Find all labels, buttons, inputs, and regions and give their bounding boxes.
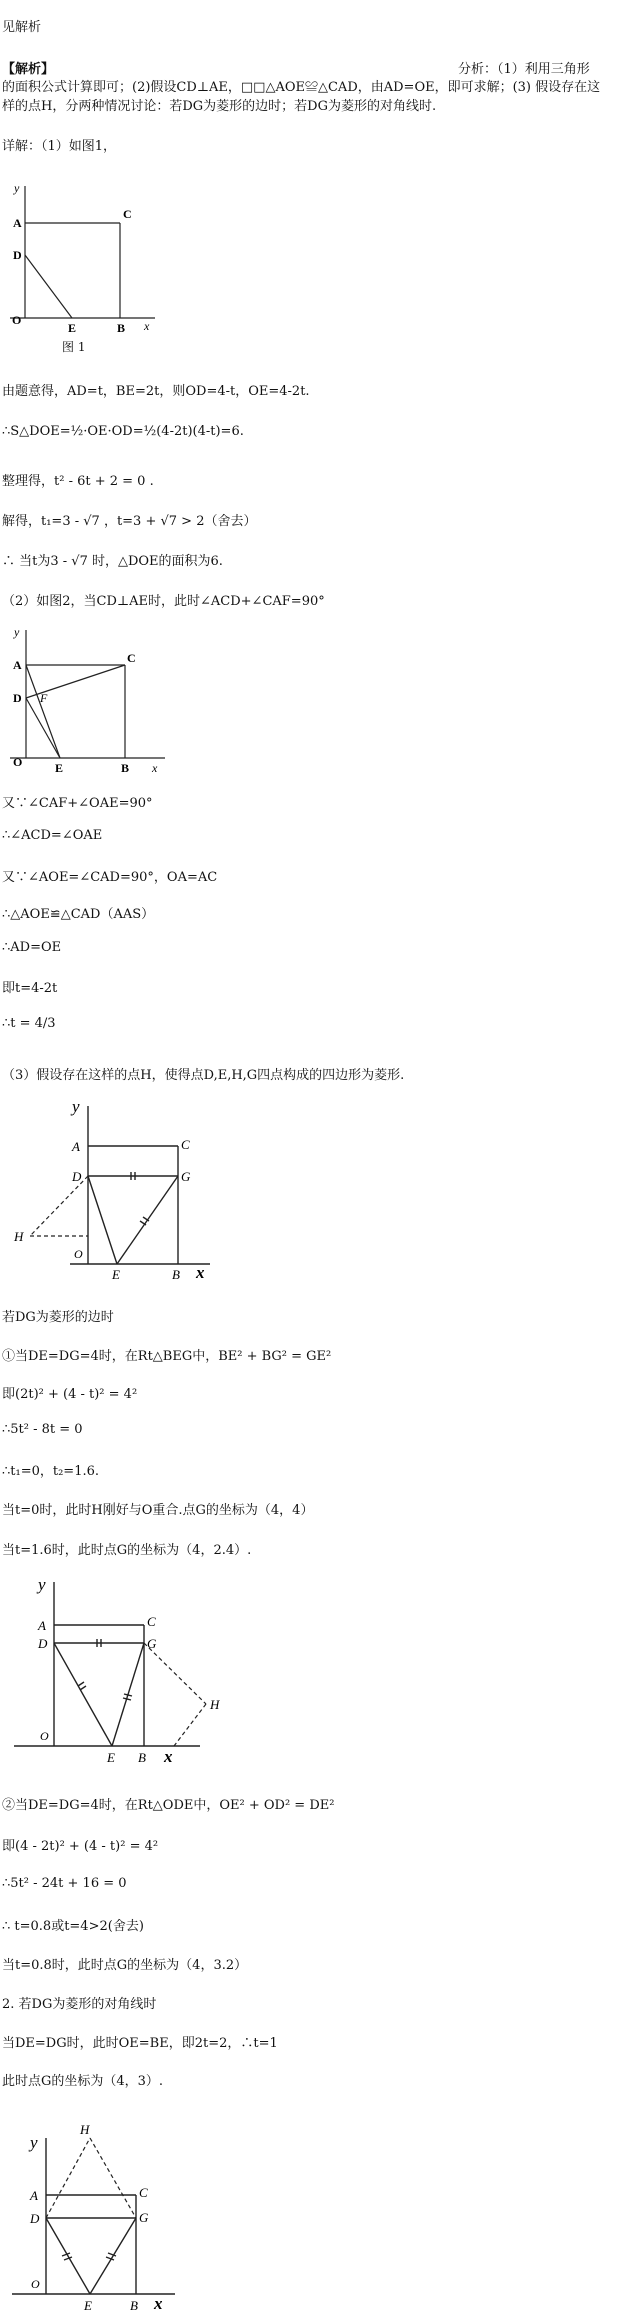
fig4-label: G: [147, 1636, 157, 1651]
fig3-label: H: [14, 1229, 24, 1244]
fig5-label: A: [30, 2188, 38, 2203]
fig4-label: x: [164, 1747, 173, 1766]
part2-line-4: ∴△AOE≌△CAD（AAS）: [2, 907, 155, 922]
analysis-text-2: 的面积公式计算即可；(2)假设CD⊥AE，□□△AOE≌△CAD，由AD=OE，即可求解；(3) 假设存在这: [2, 80, 601, 95]
fig2-label: C: [127, 651, 136, 665]
part1-intro: 详解：（1）如图1，: [2, 139, 117, 154]
case1-title: 若DG为菱形的边时: [2, 1310, 114, 1325]
case3-title: 2. 若DG为菱形的对角线时: [2, 1997, 157, 2012]
answer-title: 见解析: [2, 20, 42, 35]
case2-line-2: 即(4 - 2t)² + (4 - t)² = 4²: [2, 1839, 159, 1854]
fig4-label: A: [38, 1618, 46, 1633]
fig4-label: C: [147, 1614, 156, 1629]
case1-line-5: 当t=0时，此时H刚好与O重合.点G的坐标为（4，4）: [2, 1503, 314, 1518]
fig3-label: C: [181, 1137, 190, 1152]
fig4-dashed-hx: [174, 1704, 206, 1746]
part1-line-2: ∴S△DOE=½·OE·OD=½(4-2t)(4-t)=6.: [2, 424, 244, 439]
tick-mark: [80, 1686, 86, 1690]
fig2-segment-de: [26, 698, 60, 758]
fig2-label: D: [13, 691, 22, 705]
part2-line-2: ∴∠ACD=∠OAE: [2, 828, 103, 843]
fig3-label: y: [72, 1097, 80, 1116]
fig3-dashed-dh: [30, 1176, 88, 1236]
case2-line-3: ∴5t² - 24t + 16 = 0: [2, 1876, 127, 1891]
tick-mark: [124, 1694, 132, 1696]
fig3-label: x: [196, 1263, 205, 1282]
fig2-label: B: [121, 761, 130, 775]
fig4-label: B: [138, 1750, 146, 1765]
fig2-label: A: [13, 658, 22, 672]
analysis-text-1: 分析：（1）利用三角形: [458, 62, 590, 77]
fig5-label: H: [80, 2122, 90, 2137]
fig5-dashed-dh: [46, 2138, 90, 2218]
case1-line-2: 即(2t)² + (4 - t)² = 4²: [2, 1387, 138, 1402]
part2-line-1: 又∵∠CAF+∠OAE=90°: [2, 796, 153, 811]
fig1-label: x: [144, 319, 150, 333]
fig1-label: O: [12, 313, 22, 327]
figure-3: [0, 1094, 220, 1284]
part1-line-5: ∴ 当t为3 - √7 时，△DOE的面积为6.: [2, 554, 223, 569]
part2-line-3: 又∵∠AOE=∠CAD=90°，OA=AC: [2, 870, 218, 885]
fig1-label: y: [14, 181, 20, 195]
case1-line-4: ∴t₁=0，t₂=1.6.: [2, 1464, 100, 1479]
figure-1: [0, 172, 170, 352]
fig3-label: A: [72, 1139, 80, 1154]
fig5-label: O: [31, 2277, 40, 2291]
fig4-label: D: [38, 1636, 48, 1651]
fig3-label: B: [172, 1267, 180, 1282]
fig1-label: A: [13, 216, 22, 230]
part2-intro: （2）如图2，当CD⊥AE时，此时∠ACD+∠CAF=90°: [2, 594, 325, 609]
fig2-segment-ae: [26, 665, 60, 758]
fig1-label: D: [13, 248, 22, 262]
fig4-label: y: [38, 1575, 46, 1594]
figure-4: [0, 1568, 240, 1768]
fig3-label: E: [112, 1267, 120, 1282]
fig5-label: E: [84, 2298, 92, 2313]
fig2-label: y: [14, 625, 20, 639]
case2-line-5: 当t=0.8时，此时点G的坐标为（4，3.2）: [2, 1958, 248, 1973]
fig4-label: E: [107, 1750, 115, 1765]
fig5-label: C: [139, 2185, 148, 2200]
fig2-label: F: [40, 691, 48, 705]
fig5-label: G: [139, 2210, 149, 2225]
fig1-segment-de: [25, 255, 72, 318]
case1-line-1: ①当DE=DG=4时，在Rt△BEG中，BE² + BG² = GE²: [2, 1349, 332, 1364]
part1-line-1: 由题意得，AD=t，BE=2t，则OD=4-t，OE=4-2t.: [2, 384, 310, 399]
fig3-label: G: [181, 1169, 191, 1184]
fig1-label: C: [123, 207, 132, 221]
fig3-label: D: [72, 1169, 82, 1184]
part2-line-5: ∴AD=OE: [2, 940, 62, 955]
analysis-text-3: 样的点H，分两种情况讨论：若DG为菱形的边时；若DG为菱形的对角线时.: [2, 99, 437, 114]
part2-line-6: 即t=4-2t: [2, 981, 58, 996]
part2-line-7: ∴t = 4/3: [2, 1016, 56, 1031]
fig5-label: y: [30, 2133, 38, 2152]
case2-line-1: ②当DE=DG=4时，在Rt△ODE中，OE² + OD² = DE²: [2, 1798, 335, 1813]
fig4-segment-de: [54, 1643, 112, 1746]
fig5-label: B: [130, 2298, 138, 2313]
tick-mark: [123, 1698, 131, 1700]
case2-line-4: ∴ t=0.8或t=4>2(舍去): [2, 1919, 144, 1934]
figure-5: [0, 2098, 200, 2313]
part1-line-3: 整理得，t² - 6t + 2 = 0 .: [2, 474, 154, 489]
fig5-label: D: [30, 2211, 40, 2226]
fig3-segment-de: [88, 1176, 117, 1264]
figure-2: [0, 620, 180, 780]
case3-line-2: 此时点G的坐标为（4，3）.: [2, 2074, 164, 2089]
part1-line-4: 解得，t₁=3 - √7 ，t=3 + √7 > 2（舍去）: [2, 514, 257, 529]
analysis-label: 【解析】: [2, 62, 55, 77]
fig5-dashed-hg: [90, 2138, 136, 2218]
fig5-segment-de: [46, 2218, 90, 2294]
part3-intro: （3）假设存在这样的点H，使得点D,E,H,G四点构成的四边形为菱形.: [2, 1068, 405, 1083]
fig1-label: B: [117, 321, 126, 335]
fig3-label: O: [74, 1247, 83, 1261]
case1-line-6: 当t=1.6时，此时点G的坐标为（4，2.4）.: [2, 1543, 252, 1558]
fig2-label: x: [152, 761, 158, 775]
case3-line-1: 当DE=DG时，此时OE=BE，即2t=2，∴t=1: [2, 2036, 278, 2051]
fig4-label: O: [40, 1729, 49, 1743]
fig5-segment-eg: [90, 2218, 136, 2294]
tick-mark: [78, 1682, 84, 1686]
fig4-dashed-gh: [144, 1643, 206, 1704]
fig2-label: O: [13, 755, 23, 769]
fig4-label: H: [210, 1697, 220, 1712]
fig2-label: E: [55, 761, 64, 775]
fig5-label: x: [154, 2294, 163, 2313]
figure-1-caption: 图 1: [62, 340, 86, 354]
case1-line-3: ∴5t² - 8t = 0: [2, 1422, 83, 1437]
fig1-label: E: [68, 321, 77, 335]
